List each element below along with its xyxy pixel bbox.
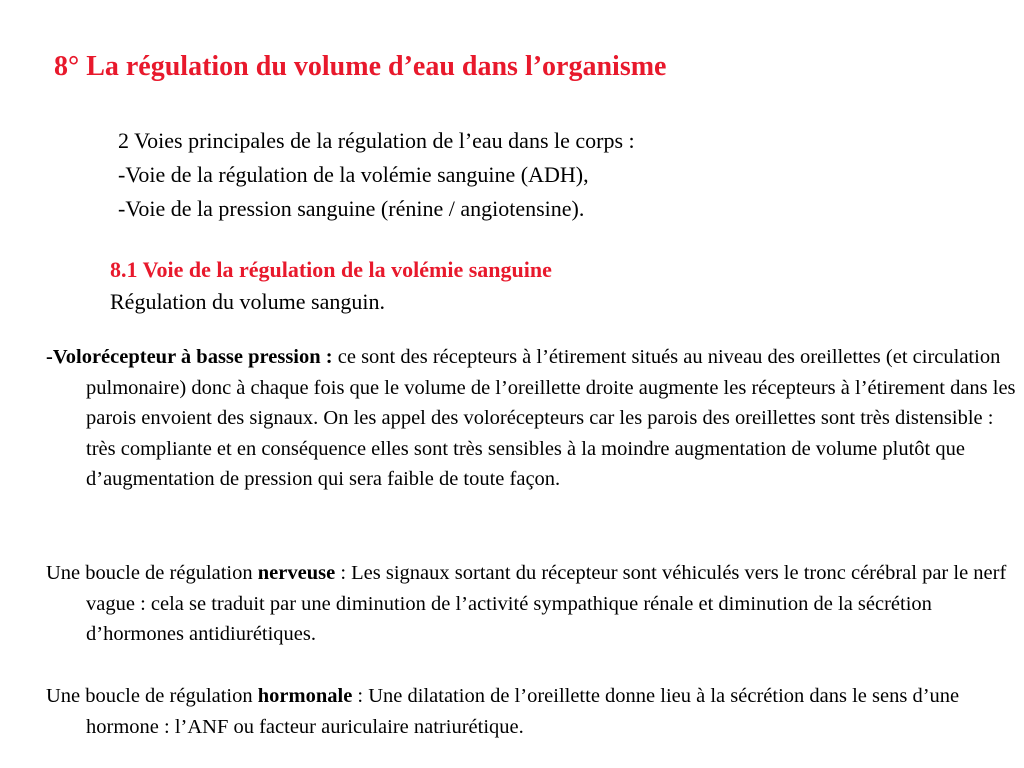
intro-block	[118, 124, 635, 226]
paragraph-lead: Une boucle de régulation	[46, 562, 258, 584]
paragraph-volorecepteur	[46, 342, 1018, 495]
slide-title: 8° La régulation du volume d’eau dans l’organisme	[54, 51, 667, 82]
paragraph-nerveuse	[46, 558, 1018, 650]
paragraph-lead-bold: -Volorécepteur à basse pression :	[46, 346, 333, 368]
subsection-title: 8.1 Voie de la régulation de la volémie sanguine	[110, 257, 552, 282]
paragraph-text: : Une dilatation de l’oreillette donne lieu à la sécrétion dans le sens d’une hormone : l’ANF ou facteur auriculaire natriurétique.	[86, 685, 960, 738]
paragraph-text: ce sont des récepteurs à l’étirement situés au niveau des oreillettes (et circulation pulmonaire) donc à chaque fois que le volume de l’oreillette droite augmente les récepteurs à l’étirement dans les parois envoient des signaux. On les appel des volorécepteurs car les parois des oreillettes sont très distensible : très compliante et en conséquence elles sont très sensibles à la moindre augmentation de volume plutôt que d’augmentation de pression qui sera faible de toute façon.	[86, 346, 1016, 490]
intro-line: -Voie de la pression sanguine (rénine / angiotensine).	[118, 196, 585, 221]
subsection-text: Régulation du volume sanguin.	[110, 289, 385, 314]
paragraph-hormonale	[46, 681, 1018, 742]
paragraph-keyword: nerveuse	[257, 562, 336, 584]
subsection-block	[110, 254, 552, 318]
paragraph-text: : Les signaux sortant du récepteur sont véhiculés vers le tronc cérébral par le nerf vague : cela se traduit par une diminution de l’activité sympathique rénale et diminution de la sécrétion d’hormones antidiurétiques.	[86, 562, 1007, 645]
paragraph-lead: Une boucle de régulation	[46, 685, 258, 707]
intro-line: 2 Voies principales de la régulation de l’eau dans le corps :	[118, 128, 635, 153]
paragraph-keyword: hormonale	[257, 685, 353, 707]
intro-line: -Voie de la régulation de la volémie sanguine (ADH),	[118, 162, 589, 187]
